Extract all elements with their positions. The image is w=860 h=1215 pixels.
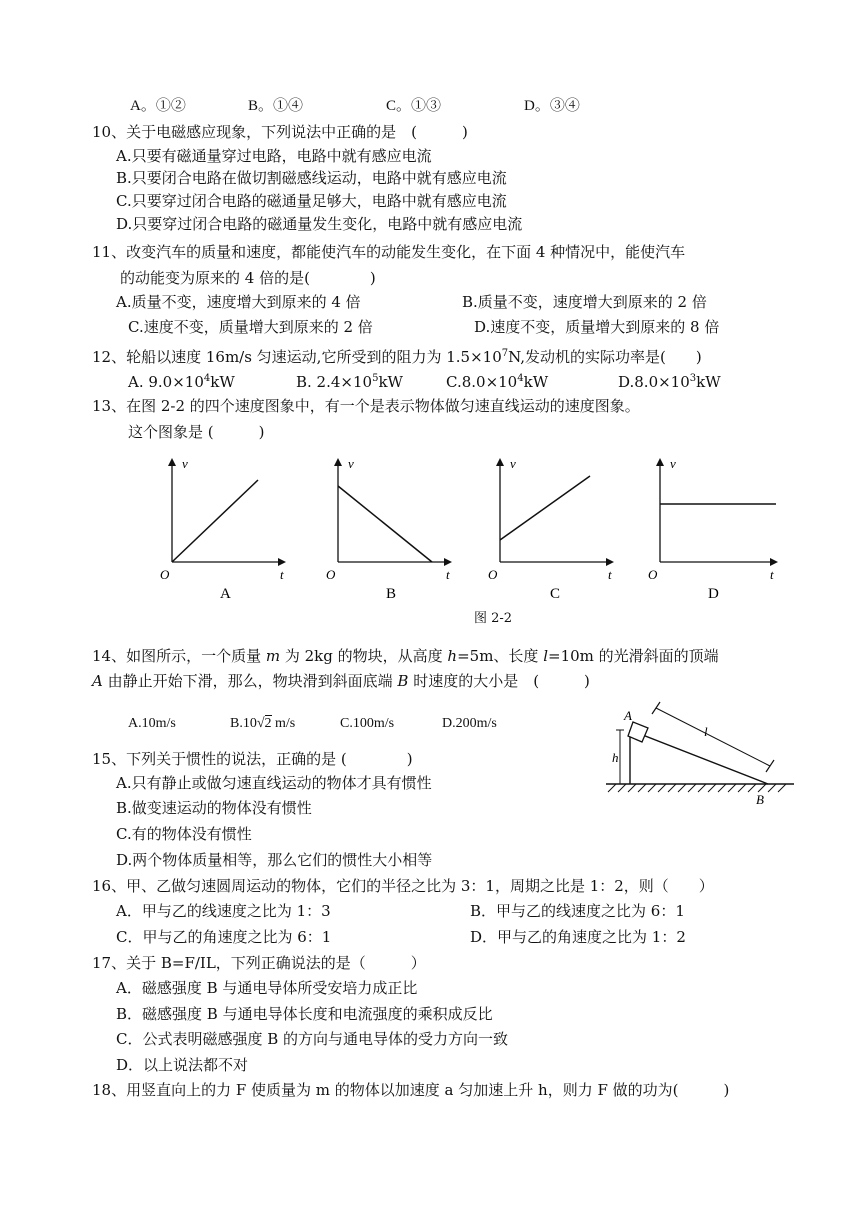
graph-c-label: C (550, 586, 561, 602)
q12-option-d: $D.8.0\times 10^3kW$ (618, 373, 721, 391)
q12-option-b: B. $2.4\times 10^5kW$ (296, 373, 403, 391)
q17-option-d: D．以上说法都不对 (116, 1056, 249, 1074)
q11-option-d: D.速度不变，质量增大到原来的 8 倍 (474, 318, 720, 336)
graph-c-t-label: t (608, 567, 612, 582)
q11-option-a: A.质量不变，速度增大到原来的 4 倍 (116, 293, 361, 311)
graph-c-line (500, 476, 590, 540)
q13-stem-line2: 这个图象是 ( ) (128, 423, 265, 441)
q15-option-b: B.做变速运动的物体没有惯性 (116, 799, 312, 817)
q15-option-c: C.有的物体没有惯性 (116, 825, 252, 843)
q17-option-a: A．磁感强度 B 与通电导体所受安培力成正比 (116, 979, 418, 997)
q11-option-b: B.质量不变，速度增大到原来的 2 倍 (462, 293, 707, 311)
q13-velocity-graphs (150, 448, 790, 608)
q10-stem: 10、关于电磁感应现象，下列说法中正确的是 ( ) (92, 123, 468, 141)
q17-stem: 17、关于 B=F/IL，下列正确说法的是（ ） (92, 954, 426, 972)
graph-a-v-label: v (182, 456, 188, 471)
q14-option-b: B.10√2 m/s (230, 716, 296, 731)
q14-option-d: D.200m/s (442, 716, 497, 731)
graph-a (160, 456, 284, 602)
q15-option-d: D.两个物体质量相等，那么它们的惯性大小相等 (116, 851, 433, 869)
graph-a-line (172, 480, 258, 562)
graph-a-origin: O (160, 567, 170, 582)
q16-option-b: B．甲与乙的线速度之比为 6：1 (470, 902, 685, 920)
q12-option-a: A. $9.0\times 10^4kW$ (128, 373, 235, 391)
q16-option-c: C．甲与乙的角速度之比为 6：1 (116, 928, 332, 946)
incline-figure (598, 700, 804, 808)
q14-stem-line1: 14、如图所示，一个质量 m 为 2kg 的物块，从高度 h=5m、长度 l=10m 的光滑斜面的顶端 (92, 647, 719, 665)
block (628, 722, 648, 742)
q17-option-b: B．磁感强度 B 与通电导体长度和电流强度的乘积成反比 (116, 1005, 493, 1023)
graph-a-label: A (220, 586, 231, 602)
graph-d-t-label: t (770, 567, 774, 582)
q10-option-d: D.只要穿过闭合电路的磁通量发生变化，电路中就有感应电流 (116, 215, 523, 233)
graph-b-v-label: v (348, 456, 354, 471)
q16-option-d: D．甲与乙的角速度之比为 1：2 (470, 928, 686, 946)
q15-stem: 15、下列关于惯性的说法，正确的是 ( ) (92, 750, 413, 768)
graph-c-v-label: v (510, 456, 516, 471)
graph-b-t-label: t (446, 567, 450, 582)
q13-stem-line1: 13、在图 2-2 的四个速度图象中，有一个是表示物体做匀速直线运动的速度图象。 (92, 397, 640, 415)
graph-b (326, 456, 450, 602)
q11-stem-line1: 11、改变汽车的质量和速度，都能使汽车的动能发生变化，在下面 4 种情况中，能使汽车 (92, 243, 686, 261)
q10-option-c: C.只要穿过闭合电路的磁通量足够大，电路中就有感应电流 (116, 192, 507, 210)
q12-option-c: $C.8.0\times 10^4kW$ (446, 373, 549, 391)
q9-option-c: C。①③ (386, 98, 442, 114)
graph-d-origin: O (648, 567, 658, 582)
graph-b-line (338, 486, 432, 562)
length-label: l (704, 724, 708, 739)
point-a-label: A (624, 708, 632, 723)
q14-option-a: A.10m/s (128, 716, 176, 731)
graph-b-label: B (386, 586, 397, 602)
graph-d-v-label: v (670, 456, 676, 471)
q16-option-a: A．甲与乙的线速度之比为 1：3 (116, 902, 331, 920)
q10-option-b: B.只要闭合电路在做切割磁感线运动，电路中就有感应电流 (116, 169, 507, 187)
q9-option-b: B。①④ (248, 98, 304, 114)
graph-a-t-label: t (280, 567, 284, 582)
graph-c-origin: O (488, 567, 498, 582)
q12-stem: 12、轮船以速度 16m/s 匀速运动,它所受到的阻力为 $1.5\times 10^7N$,发动机的实际功率是( ) (92, 348, 702, 366)
q11-stem-line2: 的动能变为原来的 4 倍的是( ) (120, 269, 376, 287)
graph-d (648, 456, 776, 602)
graph-c (488, 456, 612, 602)
height-label: h (612, 750, 619, 765)
q10-option-a: A.只要有磁通量穿过电路，电路中就有感应电流 (116, 147, 432, 165)
figure-caption-2-2: 图 2-2 (474, 611, 513, 626)
q18-stem: 18、用竖直向上的力 F 使质量为 m 的物体以加速度 a 匀加速上升 h，则力 F 做的功为( ) (92, 1081, 730, 1099)
q9-option-a: A。①② (130, 98, 186, 114)
q14-stem-line2: A 由静止开始下滑，那么，物块滑到斜面底端 B 时速度的大小是 ( ) (92, 672, 590, 690)
q17-option-c: C．公式表明磁感强度 B 的方向与通电导体的受力方向一致 (116, 1030, 509, 1048)
q11-option-c: C.速度不变，质量增大到原来的 2 倍 (128, 318, 373, 336)
graph-d-label: D (708, 586, 719, 602)
point-b-label: B (756, 792, 764, 807)
q15-option-a: A.只有静止或做匀速直线运动的物体才具有惯性 (116, 774, 432, 792)
q16-stem: 16、甲、乙做匀速圆周运动的物体，它们的半径之比为 3：1，周期之比是 1：2，则（ ） (92, 877, 714, 895)
q14-option-c: C.100m/s (340, 716, 395, 731)
graph-b-origin: O (326, 567, 336, 582)
q9-option-d: D。③④ (524, 98, 580, 114)
